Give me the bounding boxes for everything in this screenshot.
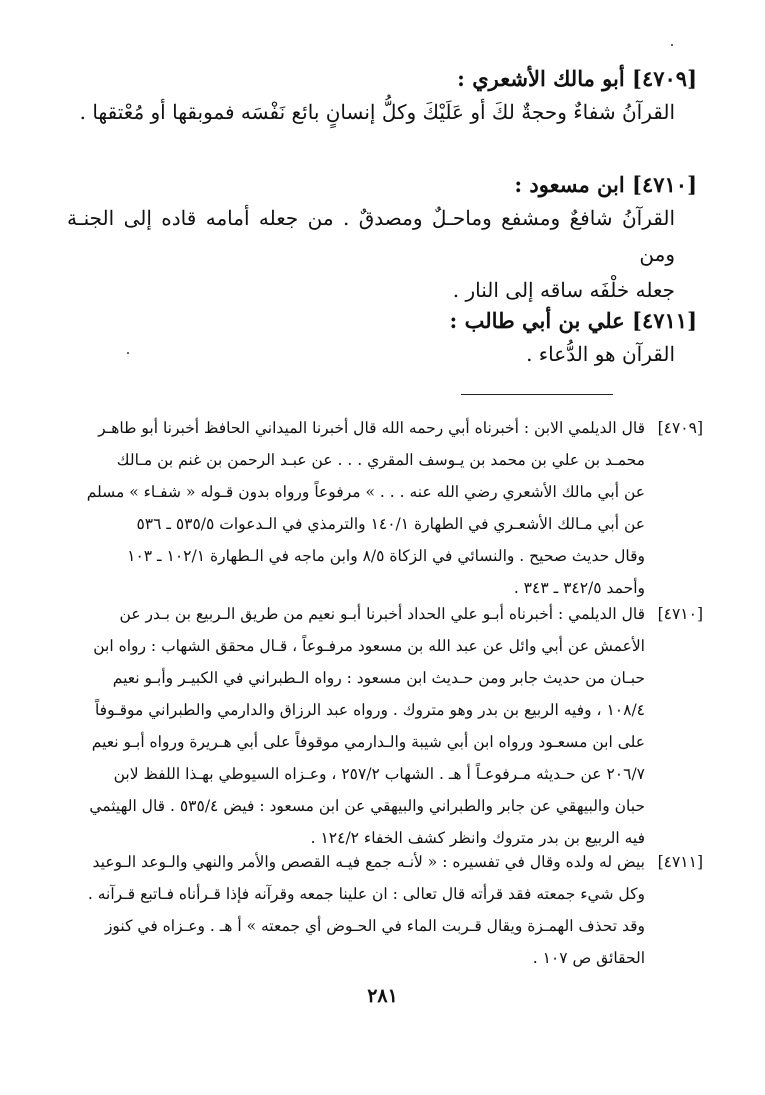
footnote-4711 [55,846,703,974]
entry-number: [٤٧٠٩] [632,66,697,91]
entry-4711 [67,306,697,372]
footnote-line: وكل شيء جمعته فقد قرأته قال تعالى : ان علينا جمعه وقرآنه فإذا قـرأناه فـاتبع قـرآنه . [87,885,645,903]
entry-narrator: أبو مالك الأشعري : [457,66,625,91]
footnote-number: [٤٧١١] [657,853,703,871]
scan-speck [127,352,129,354]
entry-4710 [67,170,697,308]
footnote-number: [٤٧٠٩] [657,419,703,437]
footnote-line: عن أبي مـالك الأشعـري في الطهارة ١٤٠/١ والترمذي في الـدعوات ٥٣٥/٥ ـ ٥٣٦ [136,515,645,533]
entry-number: [٤٧١١] [632,308,697,333]
footnote-line: بيض له ولده وقال في تفسيره : « لأنـه جمع فيـه القصص والأمر والنهي والـوعد الـوعيد [92,853,645,871]
entry-4709 [67,64,697,130]
footnote-line: حبـان من حديث جابر ومن حـديث ابن مسعود : رواه الـطبراني في الكبيـر وأبـو نعيم [112,669,645,687]
footnote-line: قال الديلمي : أخبرناه أبـو علي الحداد أخبرنا أبـو نعيم من طريق الـربيع بن بـدر عن [119,605,645,623]
footnote-line: وقال حديث صحيح . والنسائي في الزكاة ٨/٥ وابن ماجه في الـطهارة ١٠٢/١ ـ ١٠٣ [127,547,645,565]
entry-heading [67,306,697,336]
entry-text [67,200,697,308]
footnote-line: وأحمد ٣٤٢/٥ ـ ٣٤٣ . [513,579,645,597]
footnote-line: محمـد بن علي بن محمد بن يـوسف المقري . . . عن عبـد الرحمن بن غنم بن مـالك [116,451,645,469]
entry-narrator: علي بن أبي طالب : [449,308,625,333]
entry-number: [٤٧١٠] [632,172,697,197]
footnote-line: الحقائق ص ١٠٧ . [532,949,645,967]
footnote-line: قال الديلمي الابن : أخبرناه أبي رحمه الله قال أخبرنا الميداني الحافظ أخبرنا أبو طاهـر [98,419,645,437]
footnote-line: حبان والبيهقي عن جابر والطبراني والبيهقي عن ابن مسعود : فيض ٥٣٥/٤ . قال الهيثمي [89,797,645,815]
footnote-line: الأعمش عن أبي وائل عن عبد الله بن مسعود مرفـوعاً ، قـال محقق الشهاب : رواه ابن [93,637,645,655]
entry-text [67,94,697,130]
page-number: ٢٨١ [367,985,398,1007]
scan-speck [671,44,673,46]
footnote-number: [٤٧١٠] [657,605,703,623]
footnote-line: وقد تحذف الهمـزة ويقال قـربت الماء في الحـوض أي جمعته » أ هـ . وعـزاه في كنوز [104,917,645,935]
entry-narrator: ابن مسعود : [514,172,625,197]
entry-line: القرآنُ شافعٌ ومشفع وماحـلٌ ومصدقٌ . من جعله أمامه قاده إلى الجنـة ومن [67,206,675,266]
entry-line: جعله خلْفَه ساقه إلى النار . [452,278,675,302]
entry-text [67,336,697,372]
footnote-line: ١٠٨/٤ ، وفيه الربيع بن بدر وهو متروك . ورواه عبد الرزاق والدارمي والطبراني موقـوفاً [94,701,645,719]
footnote-4709 [55,412,703,604]
entry-line: القرآنُ شفاءٌ وحجةٌ لكَ أو عَلَيْكَ وكلُّ إنسانٍ بائع نَفْسَه فموبقها أو مُعْتقها . [79,100,675,124]
footnote-4710 [55,598,703,854]
footnote-line: على ابن مسعـود ورواه ابن أبي شيبة والـدارمي موقوفاً على أبي هـريرة ورواه أبـو نعيم [91,733,645,751]
footnote-line: عن أبي مالك الأشعري رضي الله عنه . . . » مرفوعاً ورواه بدون قـوله « شفـاء » مسلم [86,483,645,501]
entry-heading [67,64,697,94]
footnote-line: ٢٠٦/٧ عن حـديثه مـرفوعـاً أ هـ . الشهاب ٢٥٧/٢ ، وعـزاه السيوطي بهـذا اللفظ لابن [113,765,645,783]
footnote-line: فيه الربيع بن بدر متروك وانظر كشف الخفاء ١٢٤/٢ . [310,829,645,847]
entry-line: القرآن هو الدُّعاء . [526,342,675,366]
footnote-divider [461,394,613,395]
entry-heading [67,170,697,200]
